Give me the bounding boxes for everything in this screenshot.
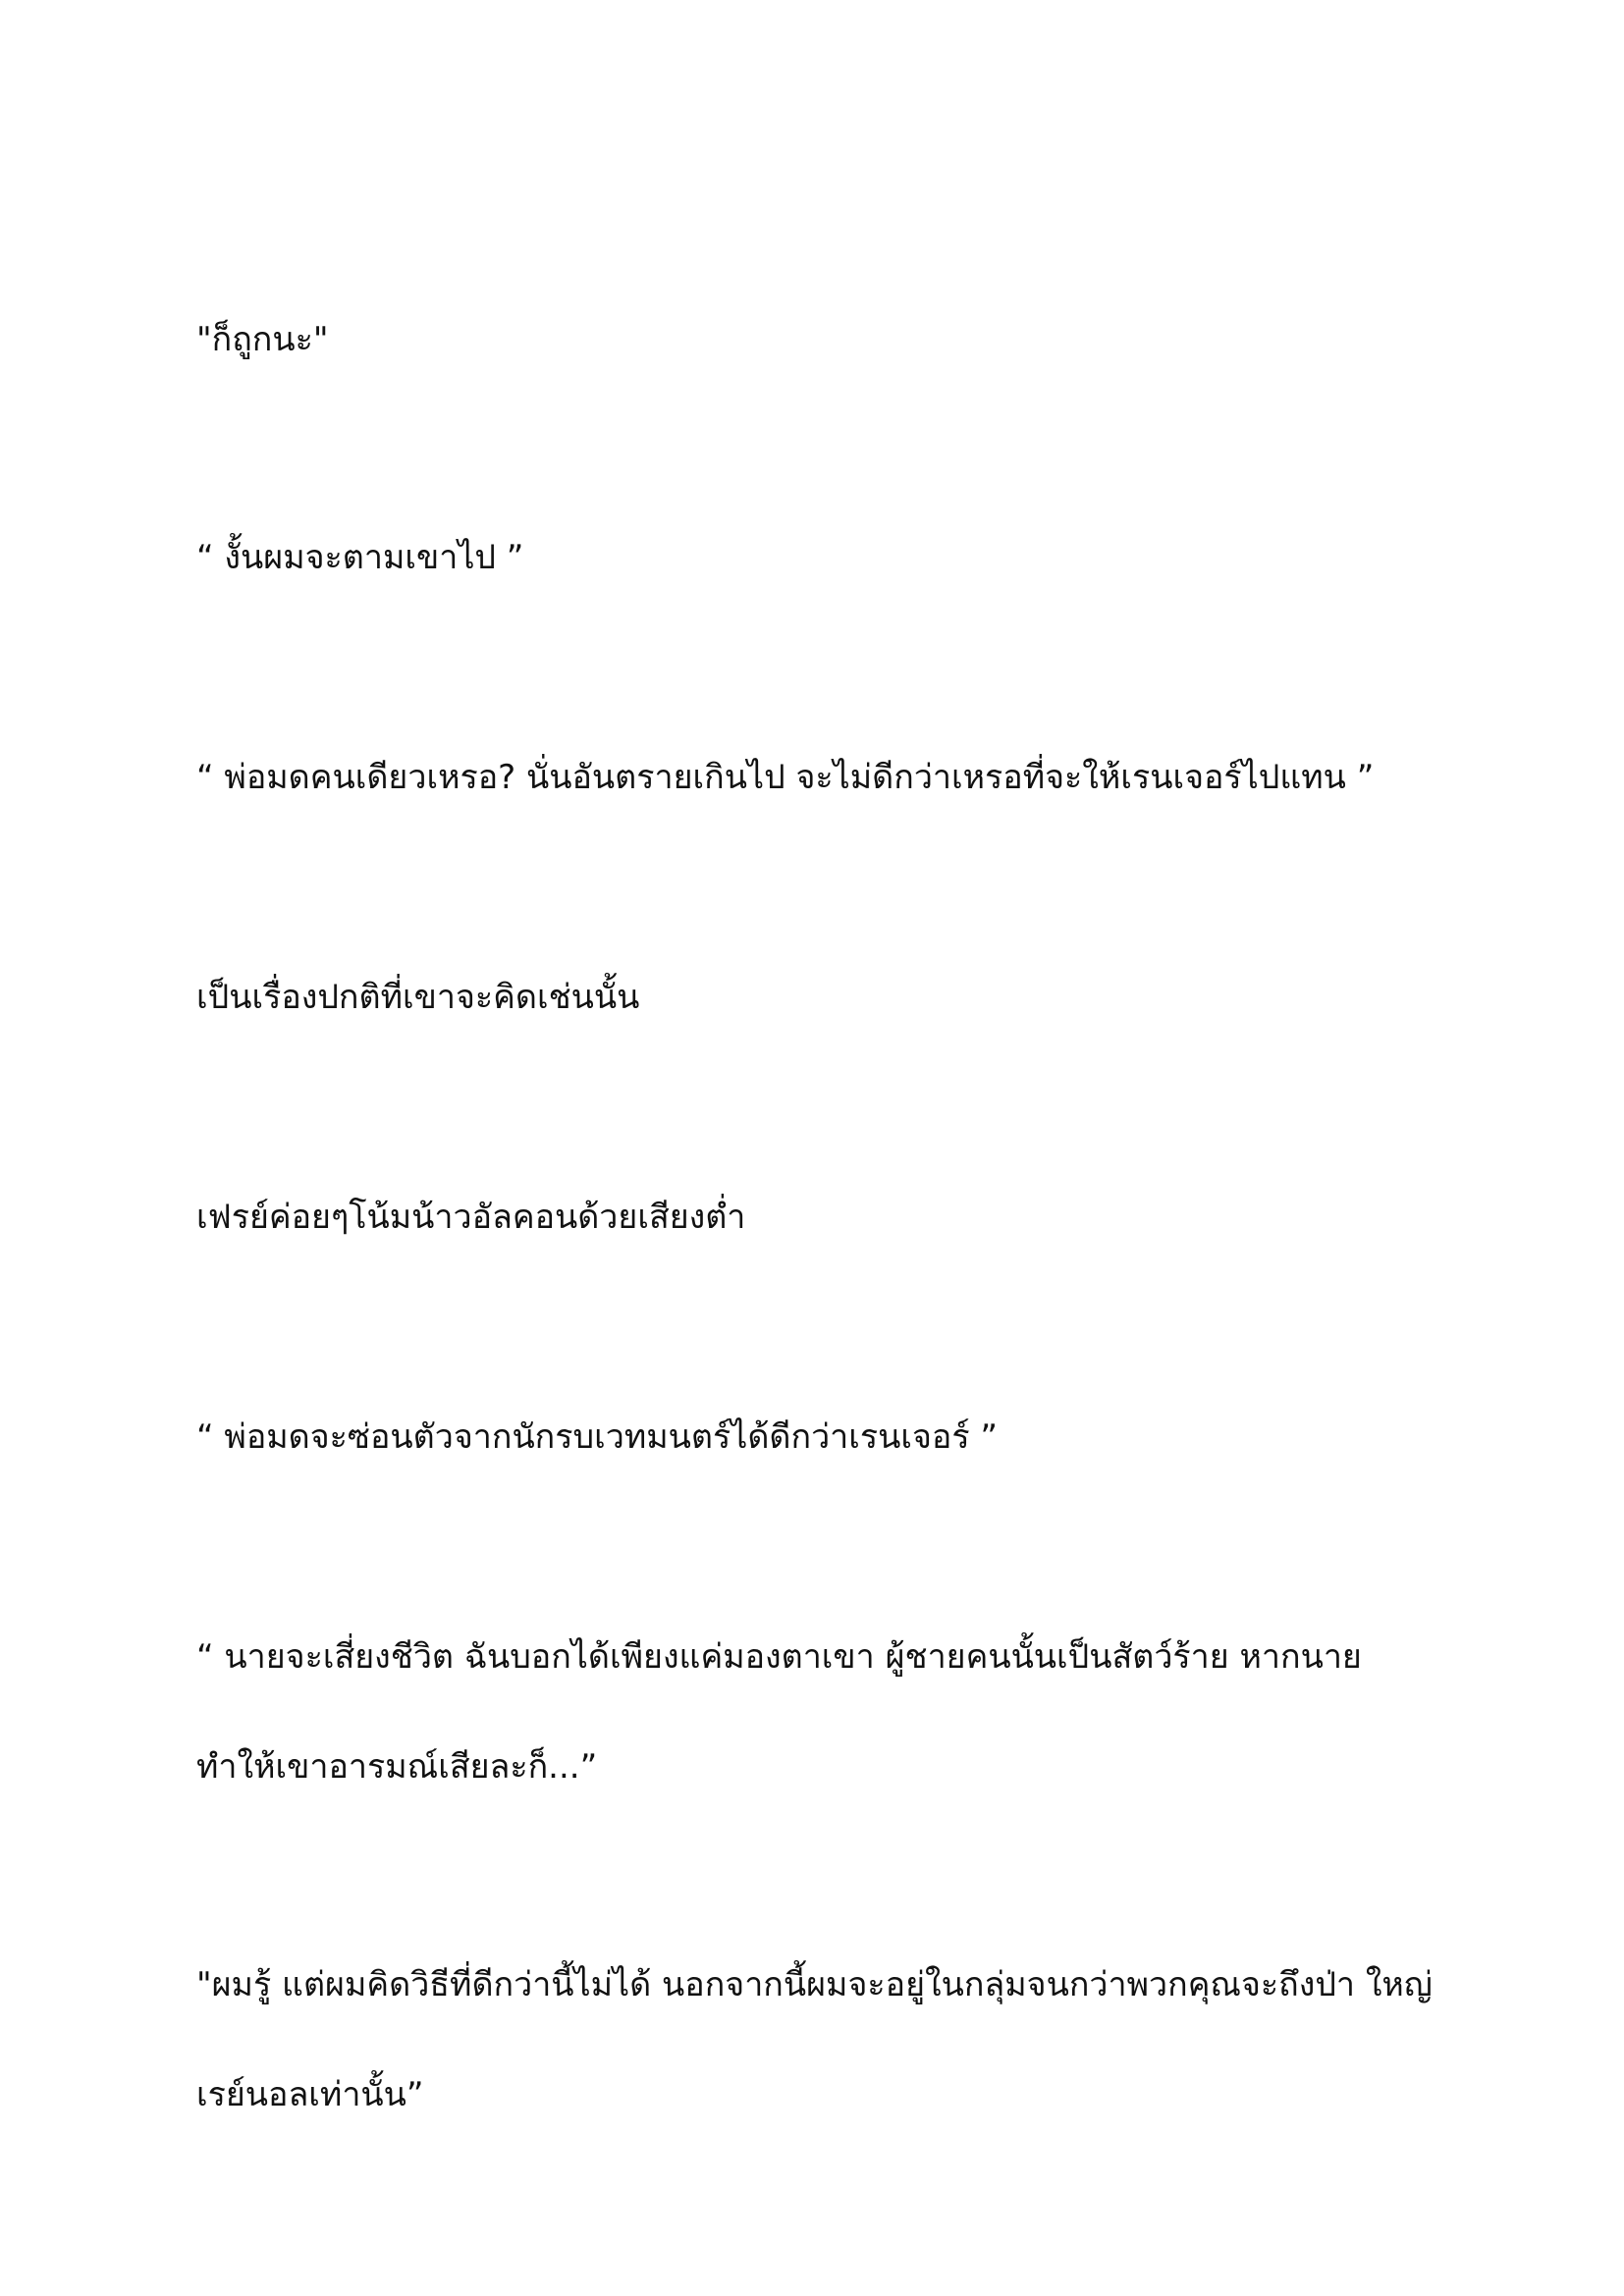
paragraph-8: "ผมรู้ แต่ผมคิดวิธีที่ดีกว่านี้ไม่ได้ นอกจากนี้ผมจะอยู่ในกลุ่มจนกว่าพวกคุณจะถึงป่า ใหญ่เรย์นอลเท่านั้น”	[196, 1965, 1433, 2114]
paragraph-1: "ก็ถูกนะ"	[196, 320, 329, 359]
paragraph-2: “ งั้นผมจะตามเขาไป ”	[196, 538, 524, 577]
paragraph-3: “ พ่อมดคนเดียวเหรอ? นั่นอันตรายเกินไป จะไม่ดีกว่าเหรอที่จะให้เรนเจอร์ไปแทน ”	[196, 758, 1375, 797]
paragraph-5: เฟรย์ค่อยๆโน้มน้าวอัลคอนด้วยเสียงต่ำ	[196, 1198, 746, 1237]
paragraph-4: เป็นเรื่องปกติที่เขาจะคิดเช่นนั้น	[196, 978, 640, 1017]
paragraph-7: “ นายจะเสี่ยงชีวิต ฉันบอกได้เพียงแค่มองตาเขา ผู้ชายคนนั้นเป็นสัตว์ร้าย หากนาย ทำให้เขาอารมณ์เสียละก็...”	[196, 1637, 1362, 1787]
paragraph-6: “ พ่อมดจะซ่อนตัวจากนักรบเวทมนตร์ได้ดีกว่าเรนเจอร์ ”	[196, 1417, 999, 1457]
